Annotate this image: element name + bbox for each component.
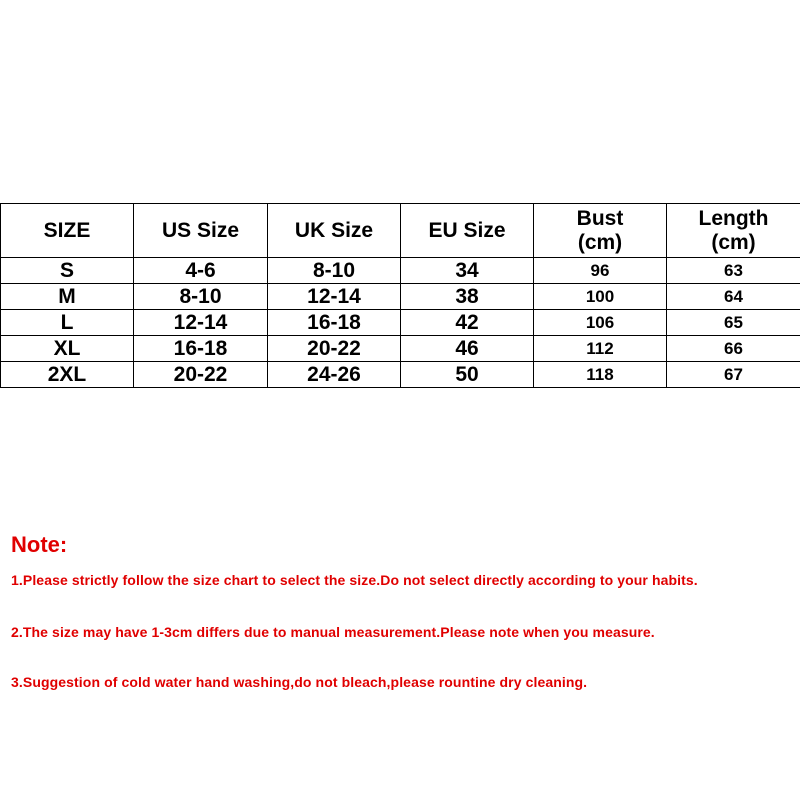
table-row — [1, 284, 800, 310]
header-us-size: US Size — [134, 204, 268, 258]
size-chart-table — [0, 203, 800, 388]
header-size: SIZE — [1, 204, 134, 258]
table-header-row — [1, 204, 800, 258]
cell-size: M — [1, 284, 134, 310]
cell-uk-size: 24-26 — [268, 362, 401, 388]
cell-bust: 100 — [534, 284, 667, 310]
cell-size: L — [1, 310, 134, 336]
header-eu-size: EU Size — [401, 204, 534, 258]
cell-us-size: 4-6 — [134, 258, 268, 284]
note-line-3: 3.Suggestion of cold water hand washing,do not bleach,please rountine dry cleaning. — [11, 674, 588, 690]
cell-us-size: 20-22 — [134, 362, 268, 388]
cell-size: XL — [1, 336, 134, 362]
cell-length: 64 — [667, 284, 800, 310]
cell-eu-size: 34 — [401, 258, 534, 284]
cell-us-size: 8-10 — [134, 284, 268, 310]
header-uk-size: UK Size — [268, 204, 401, 258]
table-row — [1, 336, 800, 362]
note-title: Note: — [11, 532, 68, 557]
cell-uk-size: 20-22 — [268, 336, 401, 362]
cell-bust: 118 — [534, 362, 667, 388]
note-line-1: 1.Please strictly follow the size chart to select the size.Do not select directly according to your habits. — [11, 572, 698, 588]
cell-eu-size: 50 — [401, 362, 534, 388]
cell-bust: 106 — [534, 310, 667, 336]
cell-eu-size: 38 — [401, 284, 534, 310]
cell-eu-size: 42 — [401, 310, 534, 336]
header-bust: Bust (cm) — [534, 204, 667, 258]
cell-eu-size: 46 — [401, 336, 534, 362]
table-row — [1, 362, 800, 388]
cell-uk-size: 12-14 — [268, 284, 401, 310]
cell-length: 63 — [667, 258, 800, 284]
cell-us-size: 16-18 — [134, 336, 268, 362]
cell-size: S — [1, 258, 134, 284]
cell-length: 67 — [667, 362, 800, 388]
cell-bust: 112 — [534, 336, 667, 362]
table-row — [1, 310, 800, 336]
header-length: Length (cm) — [667, 204, 800, 258]
cell-bust: 96 — [534, 258, 667, 284]
cell-uk-size: 8-10 — [268, 258, 401, 284]
cell-length: 65 — [667, 310, 800, 336]
cell-size: 2XL — [1, 362, 134, 388]
table-row — [1, 258, 800, 284]
cell-uk-size: 16-18 — [268, 310, 401, 336]
note-line-2: 2.The size may have 1-3cm differs due to manual measurement.Please note when you measure. — [11, 624, 655, 640]
cell-length: 66 — [667, 336, 800, 362]
cell-us-size: 12-14 — [134, 310, 268, 336]
